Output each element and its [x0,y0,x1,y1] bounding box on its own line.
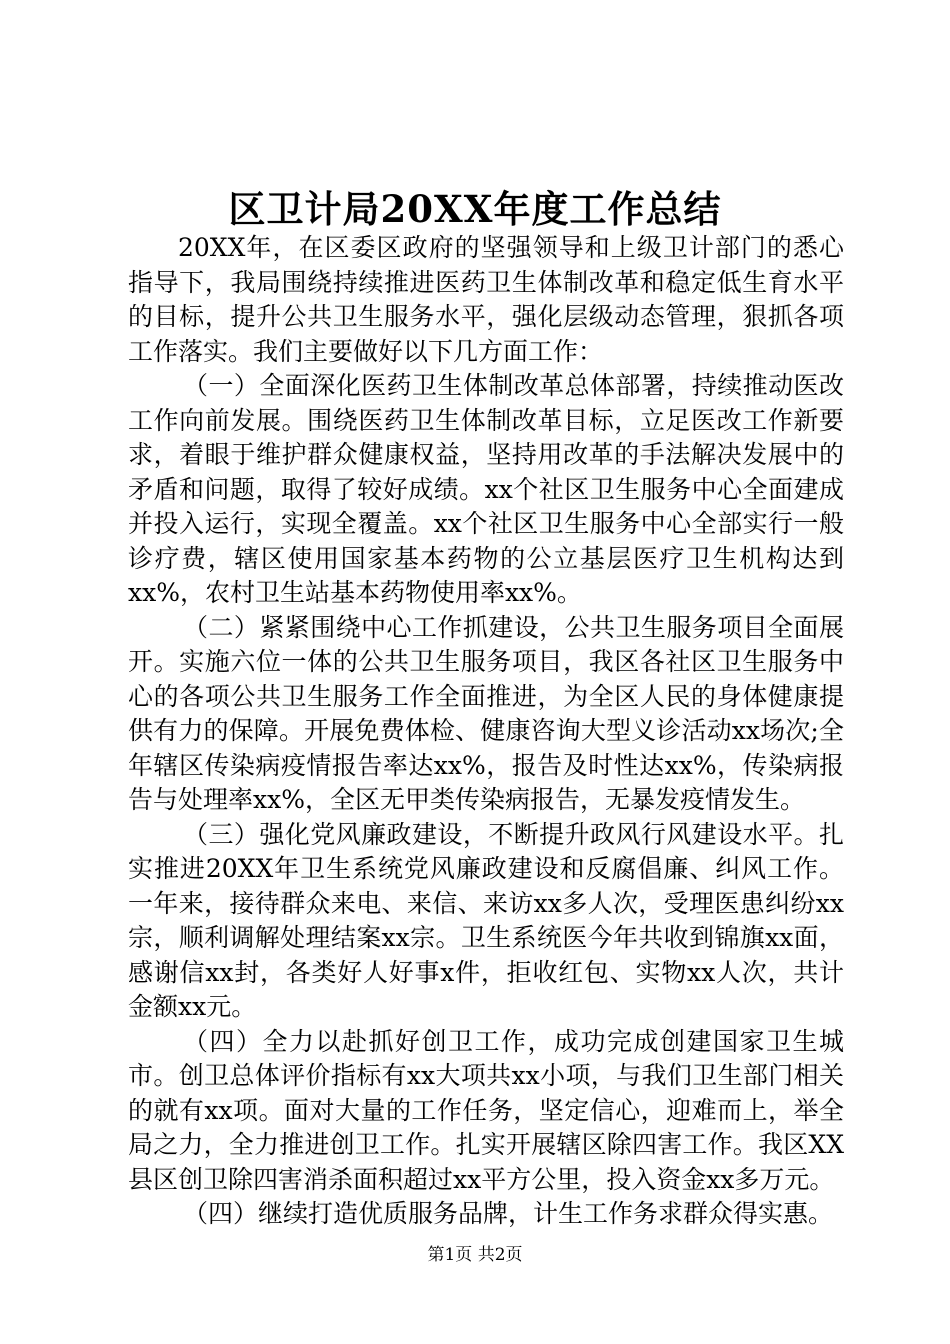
section-1-paragraph: （一）全面深化医药卫生体制改革总体部署，持续推动医改工作向前发展。围绕医药卫生体制改革目标，立足医改工作新要求，着眼于维护群众健康权益，坚持用改革的手法解决发展中的矛盾和问题，取得了较好成绩。xx个社区卫生服务中心全面建成并投入运行，实现全覆盖。xx个社区卫生服务中心全部实行一般诊疗费，辖区使用国家基本药物的公立基层医疗卫生机构达到xx%，农村卫生站基本药物使用率xx%。 [128,371,844,607]
section-2-paragraph: （二）紧紧围绕中心工作抓建设，公共卫生服务项目全面展开。实施六位一体的公共卫生服务项目，我区各社区卫生服务中心的各项公共卫生服务工作全面推进，为全区人民的身体健康提供有力的保障。开展免费体检、健康咨询大型义诊活动xx场次;全年辖区传染病疫情报告率达xx%，报告及时性达xx%，传染病报告与处理率xx%，全区无甲类传染病报告，无暴发疫情发生。 [128,612,844,814]
document-title: 区卫计局20XX年度工作总结 [228,187,722,231]
document-body [128,231,844,1232]
page-footer: 第1页 共2页 [427,1245,523,1265]
section-3-paragraph: （三）强化党风廉政建设，不断提升政风行风建设水平。扎实推进20XX年卫生系统党风廉政建设和反腐倡廉、纠风工作。一年来，接待群众来电、来信、来访xx多人次，受理医患纠纷xx宗，顺利调解处理结案xx宗。卫生系统医今年共收到锦旗xx面，感谢信xx封，各类好人好事x件，拒收红包、实物xx人次，共计金额xx元。 [128,819,844,1021]
section-5-paragraph: （四）继续打造优质服务品牌，计生工作务求群众得实惠。 [183,1199,834,1228]
intro-paragraph: 20XX年，在区委区政府的坚强领导和上级卫计部门的悉心指导下，我局围绕持续推进医药卫生体制改革和稳定低生育水平的目标，提升公共卫生服务水平，强化层级动态管理，狠抓各项工作落实。我们主要做好以下几方面工作： [128,233,844,366]
section-4-paragraph: （四）全力以赴抓好创卫工作，成功完成创建国家卫生城市。创卫总体评价指标有xx大项共xx小项，与我们卫生部门相关的就有xx项。面对大量的工作任务，坚定信心，迎难而上，举全局之力，全力推进创卫工作。扎实开展辖区除四害工作。我区XX县区创卫除四害消杀面积超过xx平方公里，投入资金xx多万元。 [128,1026,844,1194]
